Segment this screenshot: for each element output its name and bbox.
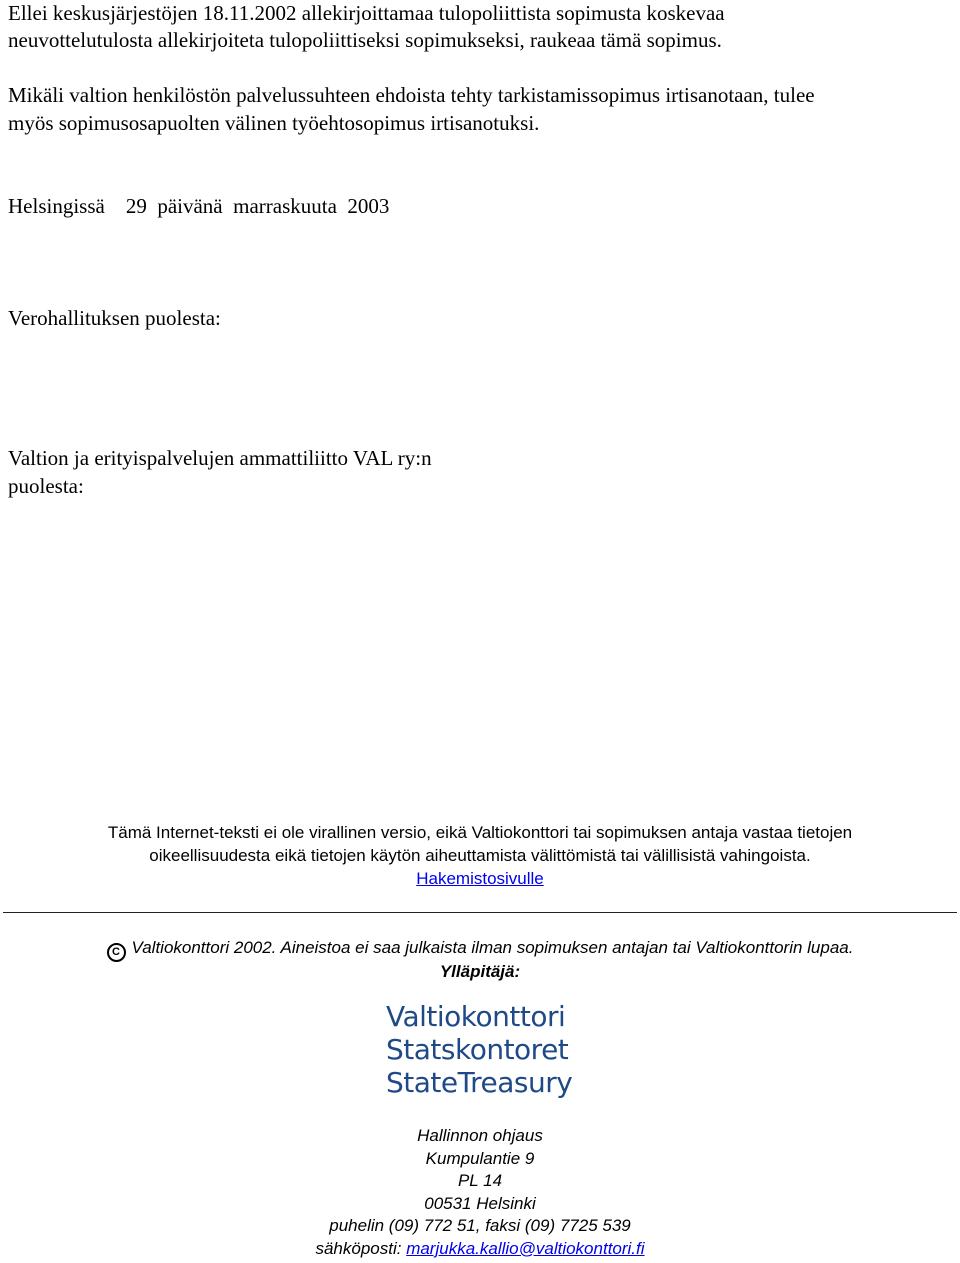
address-street: Kumpulantie 9 bbox=[425, 1148, 535, 1168]
logo-line: Statskontoret bbox=[386, 1033, 569, 1066]
disclaimer-line: oikeellisuudesta eikä tietojen käytön aiheuttamista välittömistä tai välillisistä vahingoista. bbox=[149, 846, 811, 865]
valtiokonttori-logo bbox=[386, 1000, 586, 1099]
address-po-box: PL 14 bbox=[457, 1171, 503, 1190]
directory-link[interactable]: Hakemistosivulle bbox=[416, 869, 544, 888]
paragraph-line: Ellei keskusjärjestöjen 18.11.2002 allekirjoittamaa tulopoliittista sopimusta koskevaa bbox=[8, 1, 725, 25]
disclaimer-line: Tämä Internet-teksti ei ole virallinen versio, eikä Valtiokonttori tai sopimuksen antaja vastaa tietojen bbox=[107, 823, 853, 842]
signatory-val-line: Valtion ja erityispalvelujen ammattiliitto VAL ry:n bbox=[8, 446, 432, 470]
address-phone-fax: puhelin (09) 772 51, faksi (09) 7725 539 bbox=[329, 1216, 631, 1235]
address-unit: Hallinnon ohjaus bbox=[417, 1126, 543, 1145]
maintainer-label: Ylläpitäjä: bbox=[439, 962, 521, 981]
signatory-val-line: puolesta: bbox=[8, 474, 84, 498]
copyright-text: Valtiokonttori 2002. Aineistoa ei saa julkaista ilman sopimuksen antajan tai Valtiokonttorin lupaa. bbox=[131, 938, 854, 957]
logo-line: StateTreasury bbox=[386, 1066, 573, 1099]
paragraph-line: myös sopimusosapuolten välinen työehtosopimus irtisanotuksi. bbox=[8, 111, 540, 135]
contact-address bbox=[0, 1125, 960, 1260]
footer-divider bbox=[3, 912, 957, 913]
disclaimer bbox=[0, 821, 960, 890]
copyright-icon: C bbox=[107, 943, 126, 962]
paragraph-line: neuvottelutulosta allekirjoiteta tulopoliittiseksi sopimukseksi, raukeaa tämä sopimus. bbox=[8, 28, 722, 52]
place-date: Helsingissä 29 päivänä marraskuuta 2003 bbox=[8, 194, 390, 218]
copyright-line bbox=[0, 936, 960, 962]
address-email-row bbox=[0, 1238, 960, 1261]
paragraph-line: Mikäli valtion henkilöstön palvelussuhteen ehdoista tehty tarkistamissopimus irtisanotaan, tulee bbox=[8, 83, 815, 107]
address-postal: 00531 Helsinki bbox=[424, 1193, 536, 1213]
logo-line: Valtiokonttori bbox=[386, 1000, 566, 1033]
signatory-verohallitus: Verohallituksen puolesta: bbox=[8, 306, 221, 330]
email-label: sähköposti: bbox=[315, 1238, 407, 1258]
email-link[interactable]: marjukka.kallio@valtiokonttori.fi bbox=[406, 1238, 645, 1258]
